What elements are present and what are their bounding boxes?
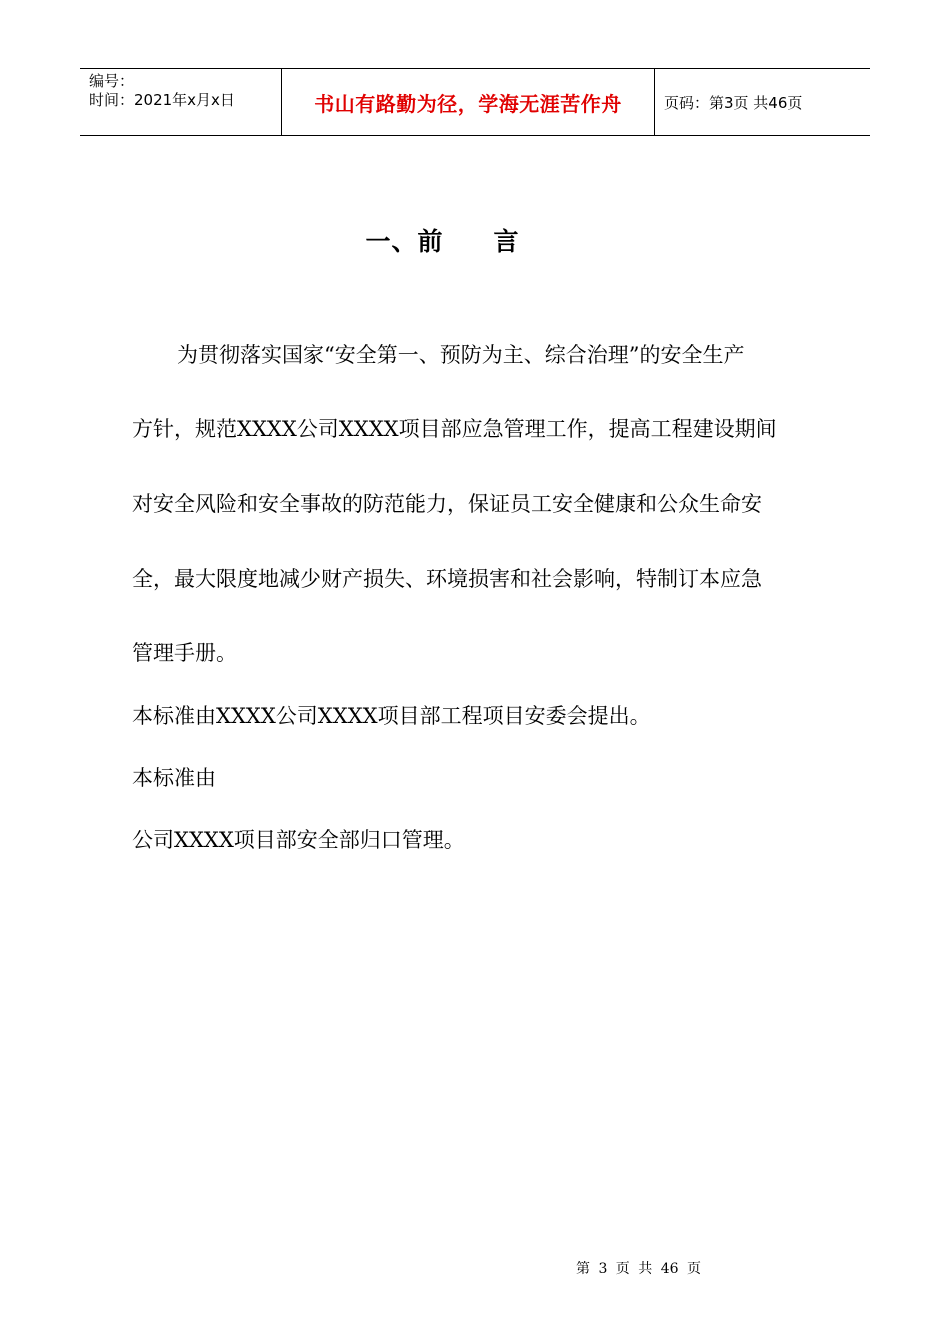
footer-page-number: 第 3 页 共 46 页 (576, 1261, 701, 1277)
body-line: 方针，规范XXXX公司XXXX项目部应急管理工作，提高工程建设期间 (132, 417, 777, 441)
body-line: 本标准由 (132, 766, 216, 790)
body-line: 本标准由XXXX公司XXXX项目部工程项目安委会提出。 (132, 704, 651, 728)
header-table (80, 68, 870, 136)
header-motto-cell (282, 69, 655, 135)
section-title-part1: 一、前 (365, 227, 444, 256)
header-info-cell (80, 69, 282, 135)
document-number: 编号： (89, 72, 135, 90)
body-line: 全，最大限度地减少财产损失、环境损害和社会影响，特制订本应急 (132, 567, 762, 591)
body-line: 管理手册。 (132, 641, 237, 665)
motto-text: 书山有路勤为径，学海无涯苦作舟 (314, 91, 622, 116)
section-title (0, 222, 885, 258)
header-page-cell (655, 69, 870, 135)
body-line: 公司XXXX项目部安全部归口管理。 (132, 828, 465, 852)
header-page-label: 页码：第3页 共46页 (664, 93, 803, 112)
document-date: 时间：2021年x月x日 (89, 91, 235, 109)
body-line: 对安全风险和安全事故的防范能力，保证员工安全健康和公众生命安 (132, 492, 762, 516)
section-title-part2: 言 (493, 227, 520, 256)
body-line: 为贯彻落实国家“安全第一、预防为主、综合治理”的安全生产 (177, 343, 745, 367)
